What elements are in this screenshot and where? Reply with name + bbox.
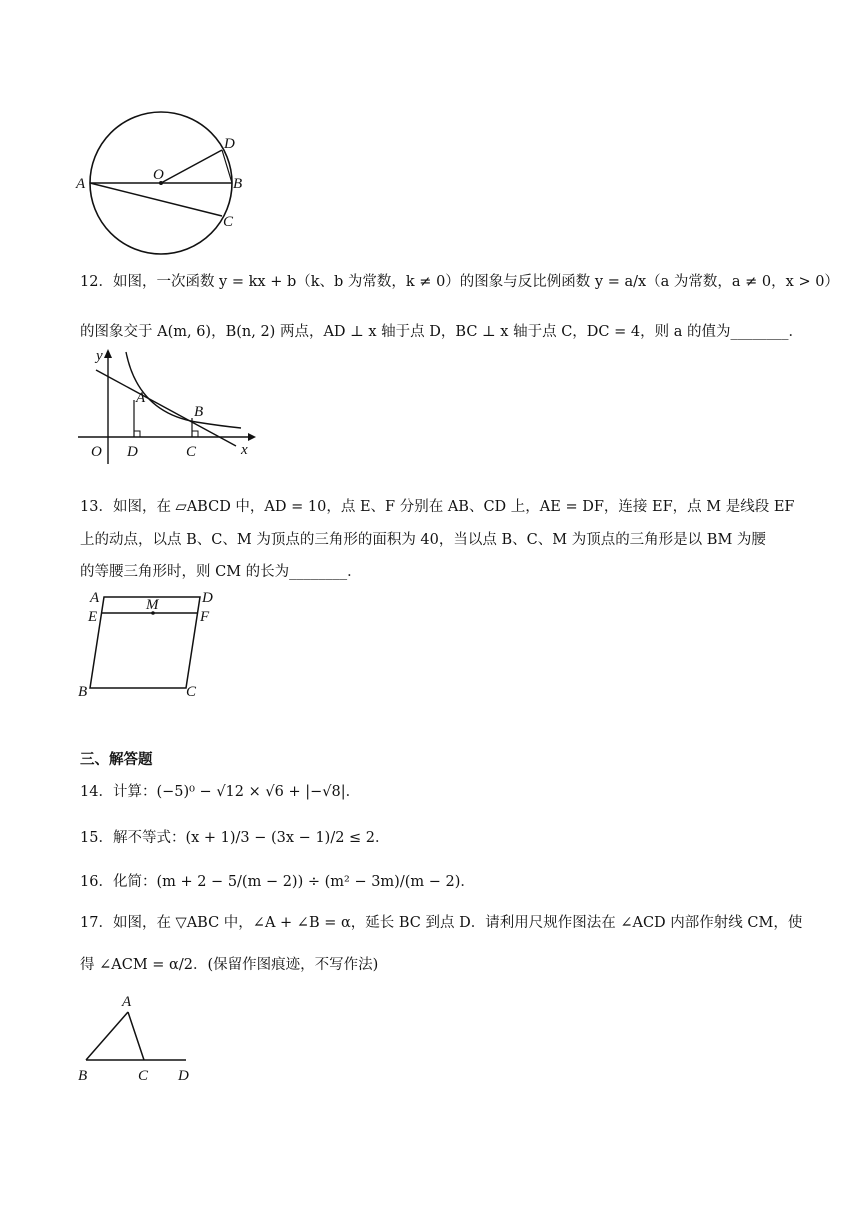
label-a: A (136, 390, 146, 406)
label-x: x (241, 442, 248, 458)
label-o: O (153, 167, 164, 183)
label-b: B (194, 404, 204, 420)
label-d: D (224, 136, 235, 152)
q16-line: 16．化简：(m + 2 − 5/(m − 2)) ÷ (m² − 3m)/(m − 2)． (80, 874, 475, 890)
q13-line-1: 13．如图，在 ▱ABCD 中，AD = 10，点 E、F 分别在 AB、CD 上，AE = DF，连接 EF，点 M 是线段 EF (80, 499, 795, 515)
parallelogram-abcd (90, 597, 200, 688)
label-b: B (233, 176, 243, 192)
q13-line-2: 上的动点，以点 B、C、M 为顶点的三角形的面积为 40，当以点 B、C、M 为顶点的三角形是以 BM 为腰 (80, 532, 766, 548)
label-a: A (76, 176, 86, 192)
label-a: A (90, 590, 100, 606)
label-b: B (78, 1068, 88, 1084)
label-d: D (202, 590, 213, 606)
label-f: F (200, 609, 210, 625)
label-o: O (91, 444, 102, 460)
q12-graph-figure (76, 346, 256, 466)
x-axis-arrow (248, 433, 256, 441)
q15-line: 15．解不等式：(x + 1)/3 − (3x − 1)/2 ≤ 2． (80, 830, 390, 846)
q17-line-2: 得 ∠ACM = α/2．(保留作图痕迹，不写作法) (80, 957, 379, 973)
q17-triangle-figure (76, 990, 206, 1085)
side-ab (86, 1012, 128, 1060)
chord-ac (90, 183, 222, 216)
q13-line-3: 的等腰三角形时，则 CM 的长为________． (80, 564, 362, 580)
q14-line: 14．计算：(−5)⁰ − √12 × √6 + |−√8|． (80, 784, 361, 800)
label-m: M (146, 597, 159, 613)
q12-line-1: 12．如图，一次函数 y = kx + b（k、b 为常数，k ≠ 0）的图象与反比例函数 y = a/x（a 为常数，a ≠ 0，x > 0） (80, 274, 839, 290)
label-d: D (127, 444, 138, 460)
label-d: D (178, 1068, 189, 1084)
right-angle-c (192, 431, 198, 437)
y-axis-arrow (104, 349, 112, 358)
radius-od (161, 150, 222, 183)
q17-line-1: 17．如图，在 ▽ABC 中，∠A + ∠B = α，延长 BC 到点 D．请利用尺规作图法在 ∠ACD 内部作射线 CM，使 (80, 915, 803, 931)
label-y: y (96, 348, 103, 364)
label-c: C (186, 684, 197, 700)
linear-function-line (96, 370, 236, 446)
q12-line-2: 的图象交于 A(m, 6)，B(n, 2) 两点，AD ⊥ x 轴于点 D，BC ⊥ x 轴于点 C，DC = 4，则 a 的值为________． (80, 324, 803, 340)
label-c: C (223, 214, 234, 230)
side-ac (128, 1012, 144, 1060)
q13-parallelogram-figure (76, 586, 226, 701)
label-a: A (122, 994, 132, 1010)
right-angle-d (134, 431, 140, 437)
label-c: C (186, 444, 197, 460)
label-e: E (88, 609, 98, 625)
section-heading: 三、解答题 (80, 752, 153, 768)
label-b: B (78, 684, 88, 700)
label-c: C (138, 1068, 149, 1084)
circle-figure (70, 100, 270, 260)
